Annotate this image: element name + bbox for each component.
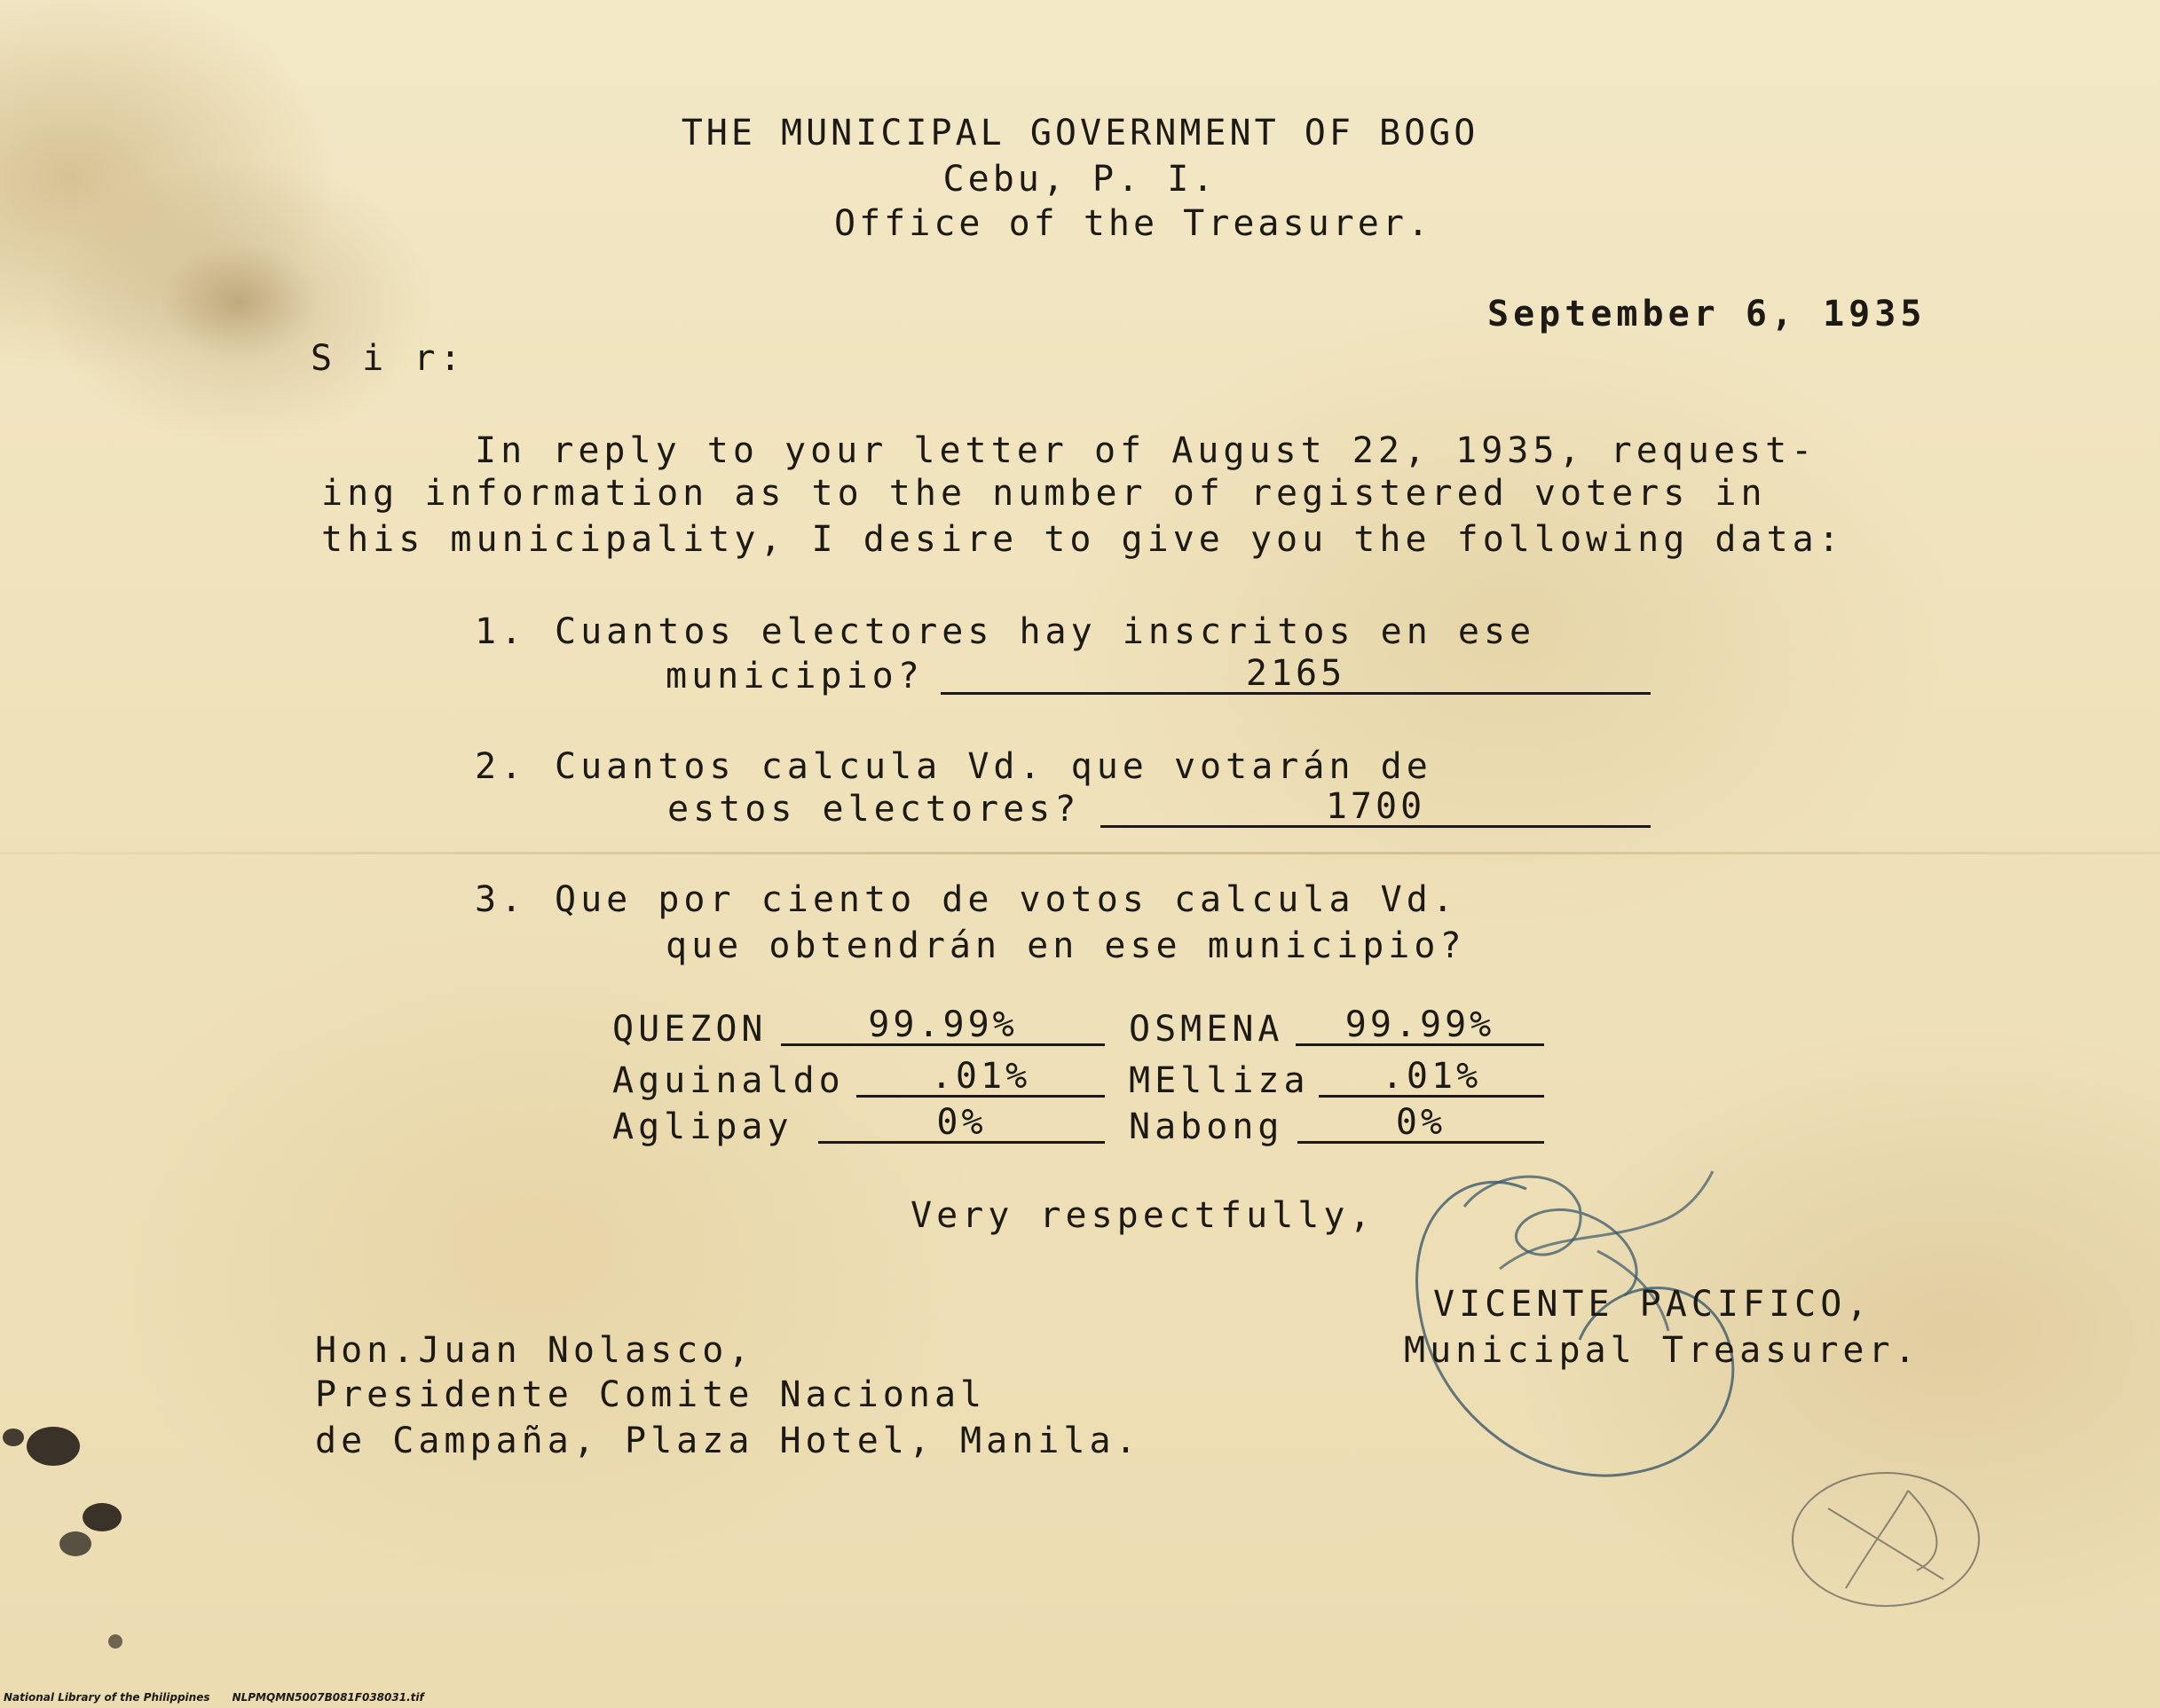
letterhead-title: THE MUNICIPAL GOVERNMENT OF BOGO [681,113,1479,153]
candidate-name-aglipay: Aglipay [612,1106,793,1147]
question-3-line-1: Que por ciento de votos calcula Vd. [555,879,1458,920]
question-2-line-2: estos electores? [667,789,1081,830]
body-line-2: ing information as to the number of registered voters in [321,473,1767,514]
candidate-value-aglipay: 0% [818,1102,1105,1144]
addressee-line-2: Presidente Comite Nacional [315,1374,987,1415]
closing: Very respectfully, [911,1195,1376,1236]
question-2-number: 2. [475,746,527,787]
body-line-1: In reply to your letter of August 22, 1935, request- [475,430,1817,471]
salutation: S i r: [311,338,466,379]
question-3-line-2: que obtendrán en ese municipio? [666,925,1466,966]
candidate-value-nabong: 0% [1297,1102,1544,1144]
candidate-value-melliza: .01% [1319,1056,1544,1098]
candidate-name-osmena: OSMENA [1129,1009,1284,1050]
signer-name: VICENTE PACIFICO, [1433,1284,1872,1325]
question-1-answer: 2165 [941,653,1651,695]
candidate-name-melliza: MElliza [1129,1060,1310,1101]
addressee-line-1: Hon.Juan Nolasco, [315,1330,754,1371]
candidate-name-nabong: Nabong [1129,1106,1284,1147]
question-2-answer: 1700 [1100,786,1651,828]
candidate-value-aguinaldo: .01% [856,1056,1105,1098]
signer-title: Municipal Treasurer. [1404,1330,1920,1371]
candidate-name-aguinaldo: Aguinaldo [612,1060,845,1101]
archive-footer [4,1691,424,1704]
question-3-number: 3. [475,879,527,920]
question-1-line-2: municipio? [666,656,924,697]
question-1-line-1: Cuantos electores hay inscritos en ese [555,611,1536,652]
candidate-value-osmena: 99.99% [1296,1004,1544,1046]
body-line-3: this municipality, I desire to give you the following data: [321,519,1844,560]
archive-file-name: NLPMQMN5007B081F038031.tif [232,1691,424,1704]
candidate-name-quezon: QUEZON [612,1009,768,1050]
candidate-value-quezon: 99.99% [781,1004,1105,1046]
letterhead-office: Office of the Treasurer. [834,203,1432,244]
paper-fold-line [0,852,2160,854]
archive-institution: National Library of the Philippines [4,1691,210,1704]
addressee-line-3: de Campaña, Plaza Hotel, Manila. [315,1421,1141,1461]
letter-date: September 6, 1935 [1487,294,1927,335]
question-2-line-1: Cuantos calcula Vd. que votarán de [555,746,1432,787]
question-1-number: 1. [475,611,527,652]
initials-mark [1775,1455,2006,1633]
ink-blots [0,1384,142,1704]
letterhead-location: Cebu, P. I. [942,159,1218,200]
